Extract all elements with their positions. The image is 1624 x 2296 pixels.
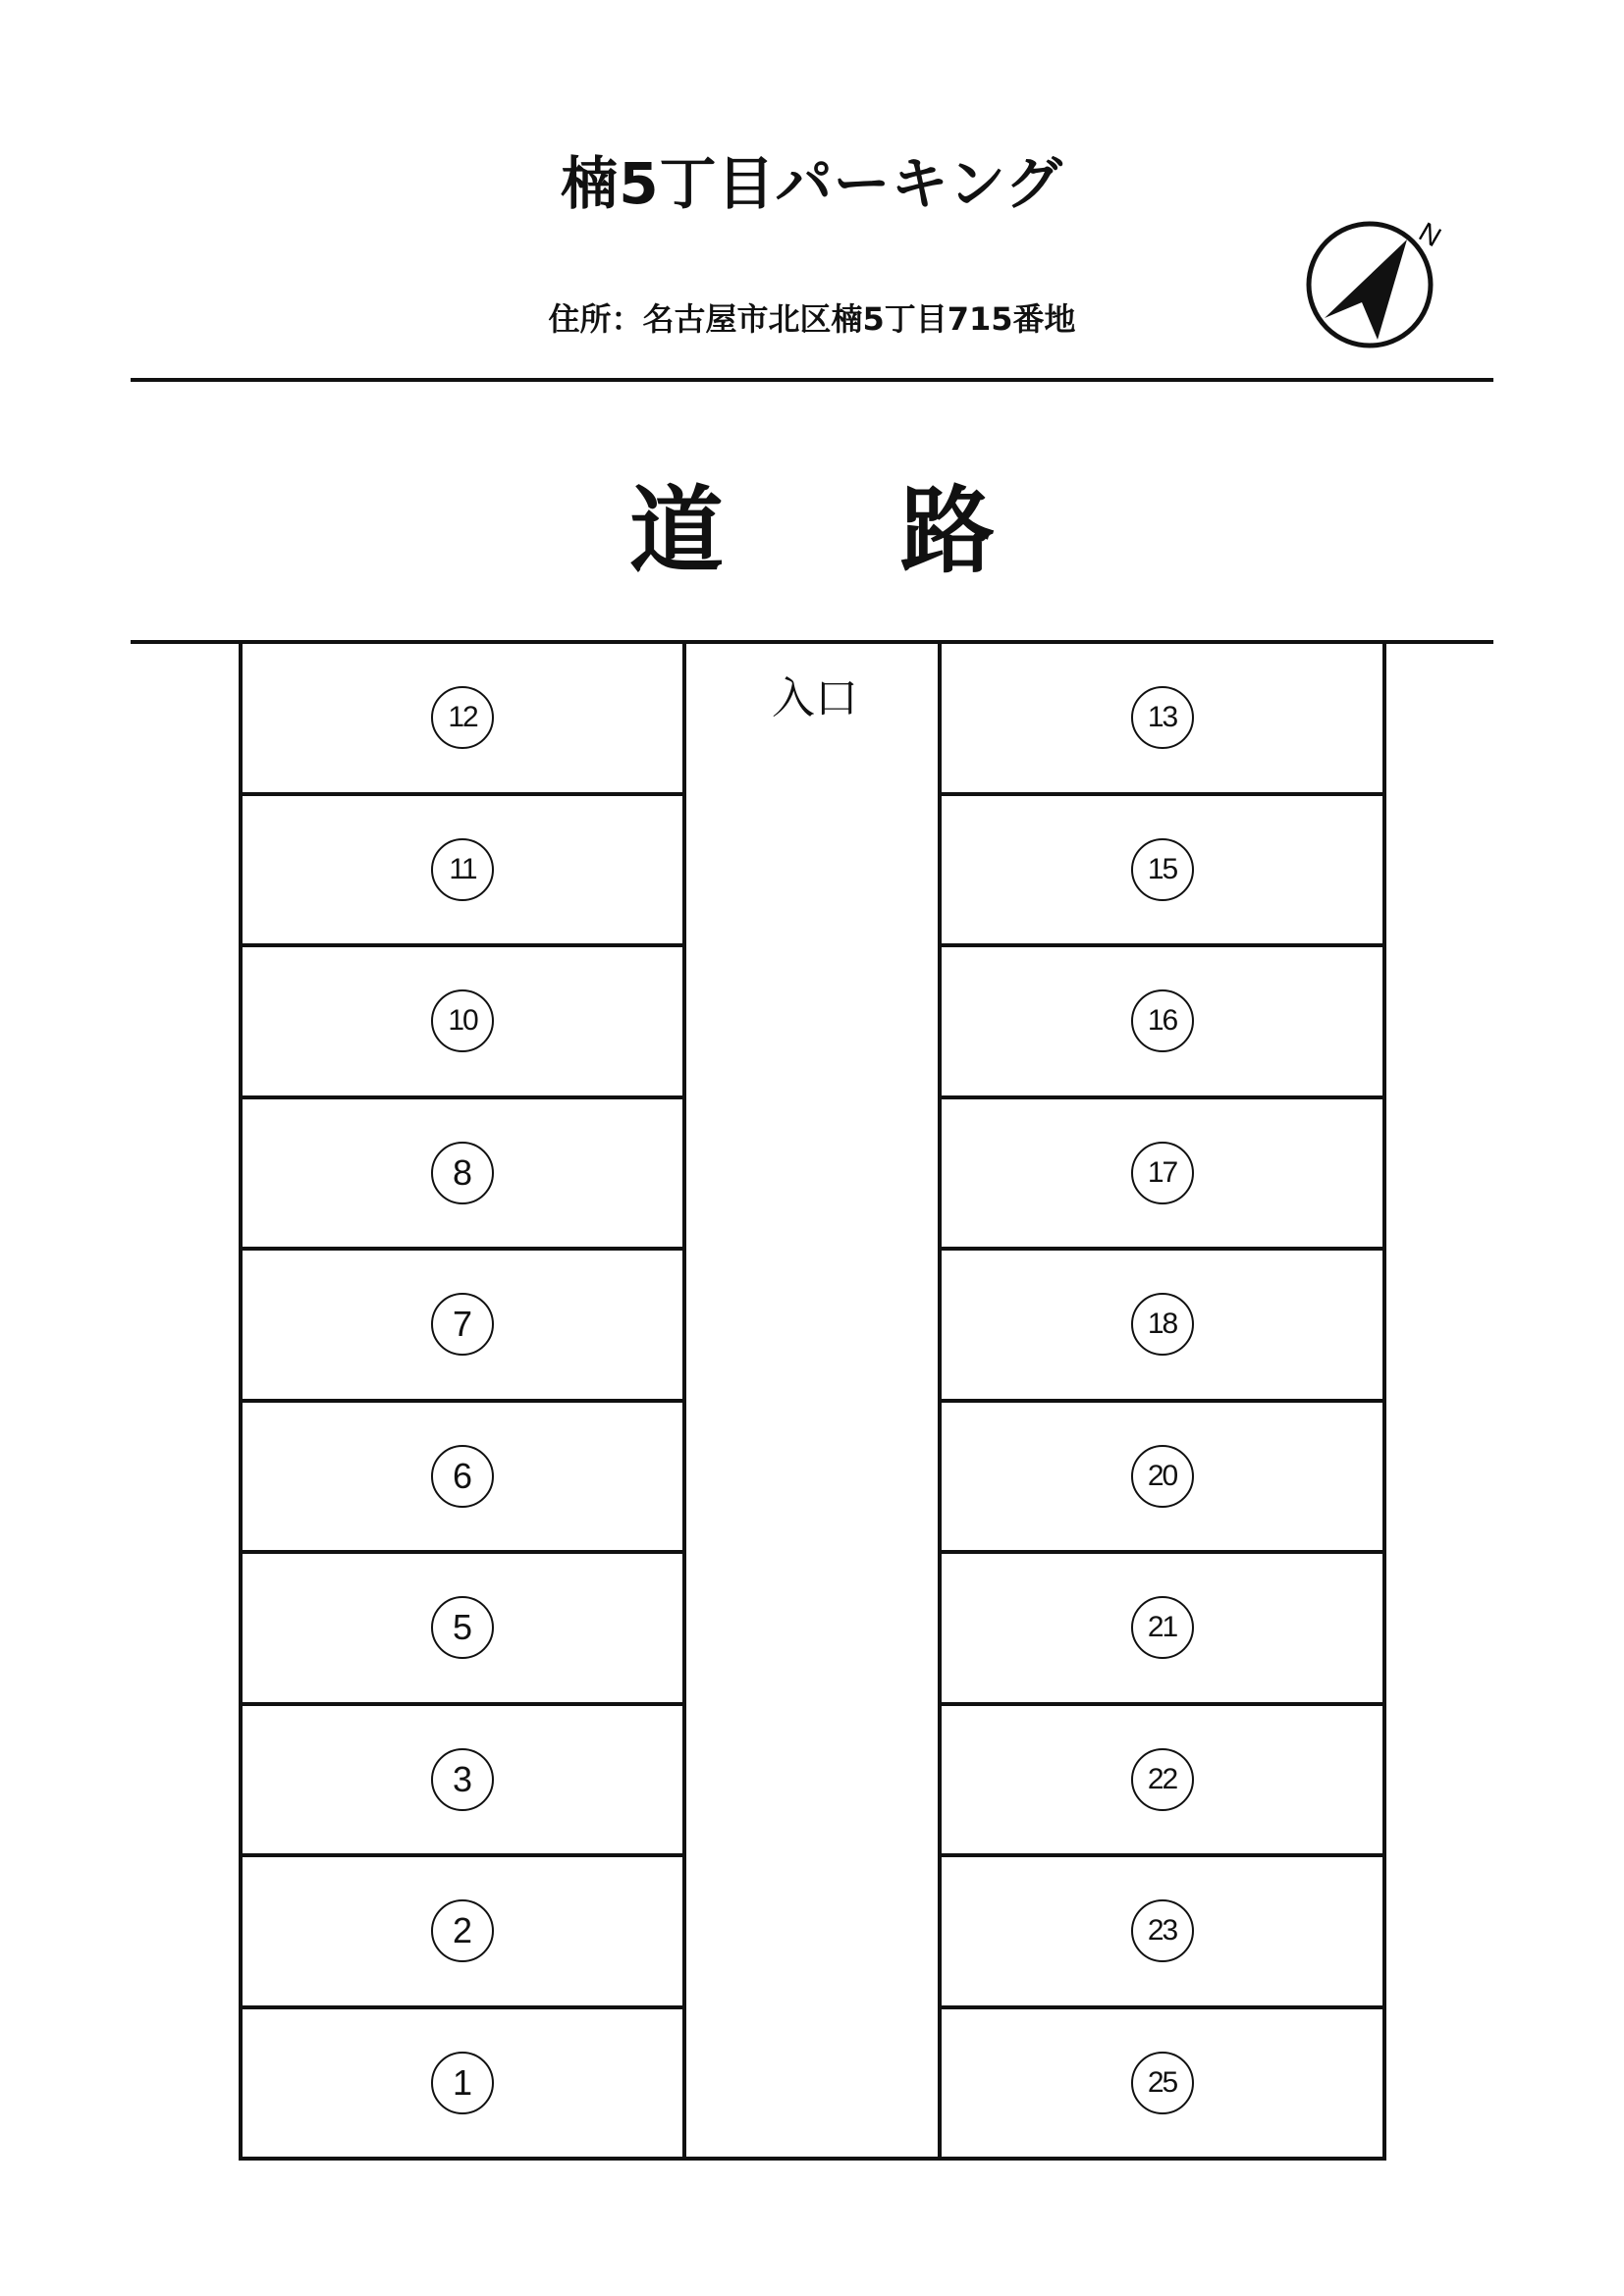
page-title: 楠5丁目パーキング [561, 150, 1063, 217]
stall-divider-line [938, 1399, 1386, 1403]
road-char-1: 道 [629, 476, 724, 586]
road-label [0, 456, 1624, 591]
parking-stall-left-6: 6 [431, 1445, 494, 1508]
stall-divider-line [938, 792, 1386, 796]
stall-divider-line [938, 1550, 1386, 1554]
lot-bottom-line [239, 2157, 1386, 2161]
stall-divider-line [239, 1095, 686, 1099]
parking-stall-right-15: 15 [1131, 838, 1194, 901]
parking-stall-right-22: 22 [1131, 1748, 1194, 1811]
parking-stall-left-7: 7 [431, 1293, 494, 1356]
stall-divider-line [938, 1702, 1386, 1706]
parking-stall-left-12: 12 [431, 686, 494, 749]
parking-stall-left-2: 2 [431, 1899, 494, 1962]
parking-stall-right-13: 13 [1131, 686, 1194, 749]
address-text: 住所：名古屋市北区楠5丁目715番地 [548, 300, 1076, 338]
stall-divider-line [239, 943, 686, 947]
north-compass-icon [1301, 206, 1448, 353]
parking-stall-right-16: 16 [1131, 989, 1194, 1052]
stall-divider-line [938, 1095, 1386, 1099]
stall-divider-line [239, 1550, 686, 1554]
stall-divider-line [239, 792, 686, 796]
stall-divider-line [239, 1853, 686, 1857]
parking-stall-left-5: 5 [431, 1596, 494, 1659]
parking-stall-left-10: 10 [431, 989, 494, 1052]
road-char-2: 路 [900, 476, 995, 586]
parking-stall-left-8: 8 [431, 1142, 494, 1204]
stall-divider-line [239, 2005, 686, 2009]
parking-stall-left-11: 11 [431, 838, 494, 901]
parking-stall-right-18: 18 [1131, 1293, 1194, 1356]
parking-stall-right-17: 17 [1131, 1142, 1194, 1204]
stall-divider-line [938, 943, 1386, 947]
parking-stall-left-3: 3 [431, 1748, 494, 1811]
parking-stall-right-25: 25 [1131, 2052, 1194, 2114]
stall-divider-line [938, 1853, 1386, 1857]
parking-stall-right-20: 20 [1131, 1445, 1194, 1508]
stall-divider-line [239, 1399, 686, 1403]
parking-stall-right-21: 21 [1131, 1596, 1194, 1659]
road-bottom-line [131, 640, 1493, 644]
parking-stall-left-1: 1 [431, 2052, 494, 2114]
stall-divider-line [938, 2005, 1386, 2009]
stall-divider-line [239, 1247, 686, 1251]
parking-stall-right-23: 23 [1131, 1899, 1194, 1962]
compass-label: N [1414, 216, 1447, 253]
road-top-line [131, 378, 1493, 382]
entrance-label: 入口 [772, 673, 858, 723]
stall-divider-line [239, 1702, 686, 1706]
stall-divider-line [938, 1247, 1386, 1251]
